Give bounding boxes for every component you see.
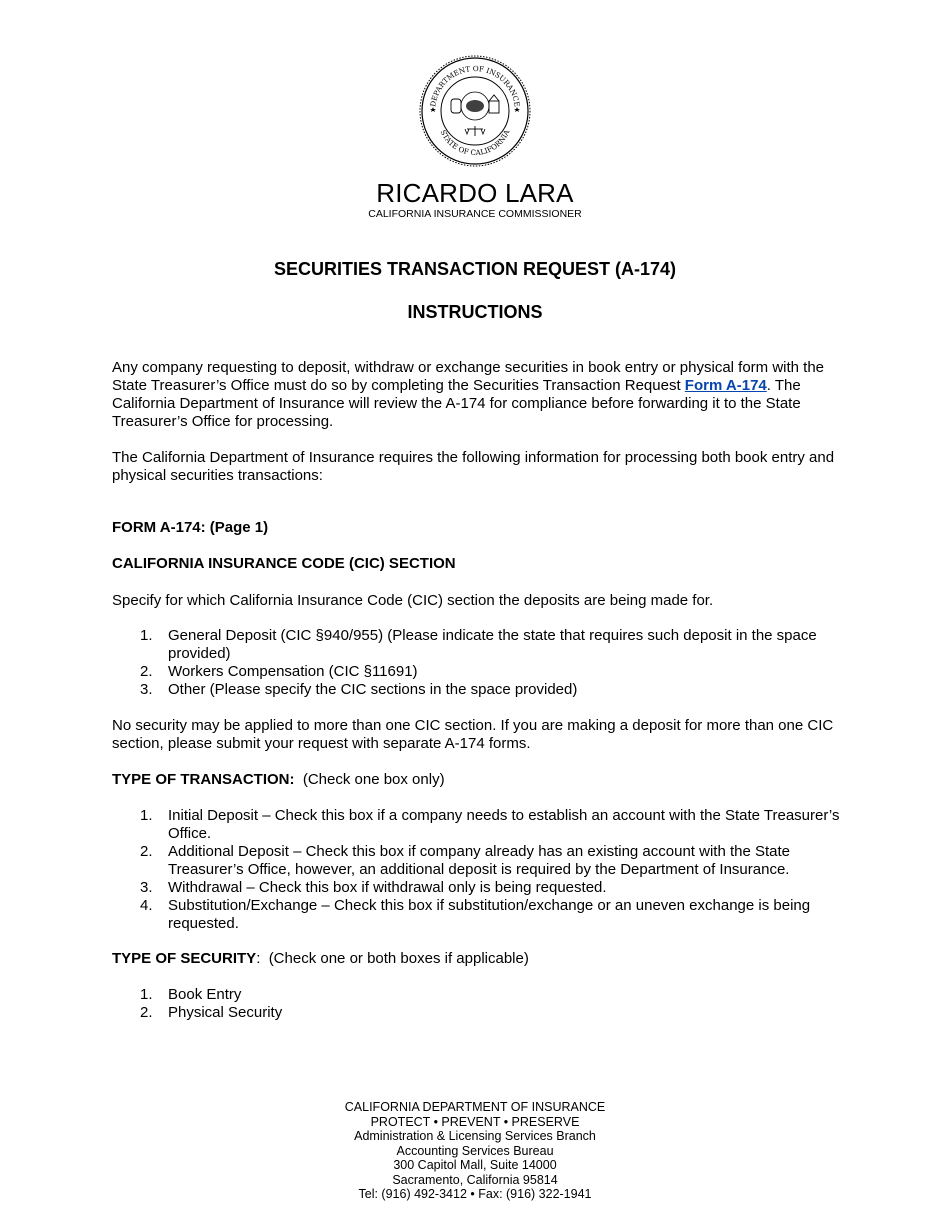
security-list xyxy=(112,986,842,1022)
cic-list xyxy=(112,627,842,699)
footer-contact-block xyxy=(0,1100,950,1202)
list-item: 2. Physical Security xyxy=(140,1004,283,1021)
department-seal xyxy=(418,54,532,168)
footer-phone-fax: Tel: (916) 492-3412 • Fax: (916) 322-1941 xyxy=(358,1187,592,1201)
document-body xyxy=(112,359,842,1022)
list-item: 4. Substitution/Exchange – Check this box if substitution/exchange or an uneven exchange is being requested. xyxy=(140,897,811,932)
document-title: SECURITIES TRANSACTION REQUEST (A-174) xyxy=(273,259,677,279)
list-item: 1. Book Entry xyxy=(140,986,242,1003)
footer-city: Sacramento, California 95814 xyxy=(392,1172,558,1187)
transaction-heading: TYPE OF TRANSACTION: (Check one box only) xyxy=(112,771,445,788)
cic-note: No security may be applied to more than one CIC section. If you are making a deposit for more than one CIC section, please submit your request with separate A-174 forms. xyxy=(112,717,834,752)
list-item: 3. Other (Please specify the CIC sections in the space provided) xyxy=(140,681,578,698)
seal-ring-bottom: STATE OF CALIFORNIA xyxy=(438,128,512,158)
intro-paragraph-2: The California Department of Insurance requires the following information for processing both book entry and physical securities transactions: xyxy=(112,449,835,484)
list-item: 2. Additional Deposit – Check this box if company already has an existing account with the State Treasurer’s Office, however, an additional deposit is required by the Department of Insurance. xyxy=(140,843,791,878)
list-item: 3. Withdrawal – Check this box if withdrawal only is being requested. xyxy=(140,879,607,896)
footer-bureau: Accounting Services Bureau xyxy=(396,1143,554,1158)
list-item: 2. Workers Compensation (CIC §11691) xyxy=(140,663,418,680)
commissioner-name: RICARDO LARA xyxy=(376,178,574,208)
transaction-list xyxy=(112,807,842,933)
commissioner-subtitle: CALIFORNIA INSURANCE COMMISSIONER xyxy=(368,208,582,220)
intro-paragraph-1: Any company requesting to deposit, withdraw or exchange securities in book entry or physical form with the State Treasurer’s Office must do so by completing the Securities Transaction Request Form A-174. The California Department of Insurance will review the A-174 for compliance before forwarding it to the State Treasurer’s Office for processing. xyxy=(112,359,825,430)
cic-section-heading: CALIFORNIA INSURANCE CODE (CIC) SECTION xyxy=(112,555,456,572)
form-a174-link[interactable]: Form A-174 xyxy=(684,377,767,394)
seal-ring-top: DEPARTMENT OF INSURANCE xyxy=(428,63,522,108)
form-page-heading: FORM A-174: (Page 1) xyxy=(112,519,269,536)
instructions-heading: INSTRUCTIONS xyxy=(407,302,543,322)
list-item: 1. General Deposit (CIC §940/955) (Please indicate the state that requires such deposit in the space provided) xyxy=(140,627,817,662)
footer-motto: PROTECT • PREVENT • PRESERVE xyxy=(370,1114,580,1129)
security-heading: TYPE OF SECURITY: (Check one or both boxes if applicable) xyxy=(112,950,529,967)
footer-branch: Administration & Licensing Services Branch xyxy=(354,1129,596,1143)
cic-intro: Specify for which California Insurance Code (CIC) section the deposits are being made for. xyxy=(112,592,714,609)
footer-department: CALIFORNIA DEPARTMENT OF INSURANCE xyxy=(344,1100,606,1114)
list-item: 1. Initial Deposit – Check this box if a company needs to establish an account with the State Treasurer’s Office. xyxy=(140,807,840,842)
footer-address: 300 Capitol Mall, Suite 14000 xyxy=(393,1158,557,1172)
